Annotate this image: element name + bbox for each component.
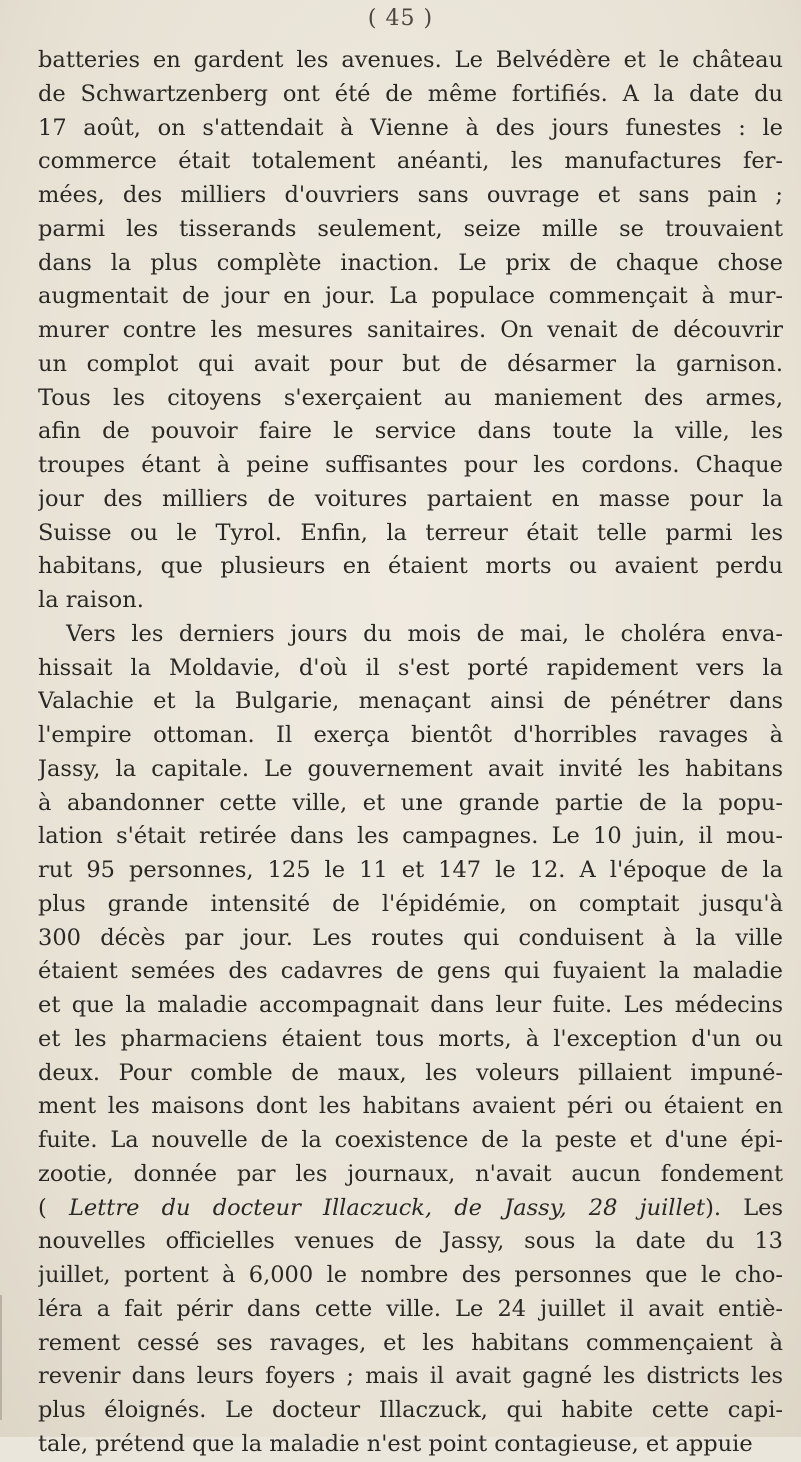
- text-line: Valachie et la Bulgarie, menaçant ainsi de pénétrer dans: [38, 688, 783, 715]
- paragraph-end-line: la raison.: [38, 587, 144, 613]
- text-line: dans la plus complète inaction. Le prix de chaque chose: [38, 249, 783, 276]
- text-line: augmentait de jour en jour. La populace commençait à mur-: [38, 283, 783, 310]
- text-line: commerce était totalement anéanti, les manufactures fer-: [38, 148, 783, 175]
- text-line: juillet, portent à 6,000 le nombre des personnes que le cho-: [38, 1262, 783, 1288]
- text-line: rut 95 personnes, 125 le 11 et 147 le 12. A l'époque de la: [38, 857, 783, 883]
- text-line: fuite. La nouvelle de la coexistence de la peste et d'une épi-: [38, 1127, 783, 1153]
- paragraph-start-line: Vers les derniers jours du mois de mai, le choléra enva-: [66, 620, 783, 647]
- text-line: deux. Pour comble de maux, les voleurs pillaient impuné-: [38, 1059, 783, 1086]
- text-line: tale, prétend que la maladie n'est point contagieuse, et appuie: [38, 1430, 753, 1457]
- page-number: ( 45 ): [367, 6, 434, 31]
- text-line: plus éloignés. Le docteur Illaczuck, qui habite cette capi-: [38, 1397, 783, 1423]
- text-line: ment les maisons dont les habitans avaient péri ou étaient en: [38, 1093, 783, 1120]
- text-line: lation s'était retirée dans les campagnes. Le 10 juin, il mou-: [38, 823, 783, 850]
- text-line: habitans, que plusieurs en étaient morts ou avaient perdu: [38, 553, 783, 580]
- page-edge-shadow: [0, 1295, 2, 1420]
- text-line: parmi les tisserands seulement, seize mille se trouvaient: [38, 215, 783, 242]
- text-line: nouvelles officielles venues de Jassy, sous la date du 13: [38, 1228, 783, 1255]
- text-line: mées, des milliers d'ouvriers sans ouvrage et sans pain ;: [38, 182, 783, 208]
- citation-open-paren: (: [38, 1194, 47, 1221]
- text-line: à abandonner cette ville, et une grande partie de la popu-: [38, 789, 783, 816]
- text-line: revenir dans leurs foyers ; mais il avait gagné les districts les: [38, 1363, 783, 1390]
- citation-title: Lettre du docteur Illaczuck, de Jassy, 28 juillet: [68, 1194, 706, 1221]
- text-line: jour des milliers de voitures partaient en masse pour la: [38, 485, 783, 512]
- body-text: [38, 44, 783, 1462]
- text-line: Suisse ou le Tyrol. Enfin, la terreur était telle parmi les: [38, 519, 783, 546]
- text-line: Jassy, la capitale. Le gouvernement avait invité les habitans: [38, 755, 783, 782]
- text-line: et les pharmaciens étaient tous morts, à l'exception d'un ou: [38, 1025, 783, 1052]
- citation-line: [38, 1192, 783, 1226]
- text-line: zootie, donnée par les journaux, n'avait aucun fondement: [38, 1160, 783, 1187]
- text-line: de Schwartzenberg ont été de même fortifiés. A la date du: [38, 80, 783, 107]
- text-line: l'empire ottoman. Il exerça bientôt d'horribles ravages à: [38, 722, 783, 748]
- text-line: et que la maladie accompagnait dans leur fuite. Les médecins: [38, 992, 783, 1018]
- text-line: rement cessé ses ravages, et les habitans commençaient à: [38, 1329, 783, 1356]
- text-line: hissait la Moldavie, d'où il s'est porté rapidement vers la: [38, 654, 783, 681]
- text-line: 17 août, on s'attendait à Vienne à des jours funestes : le: [38, 114, 783, 141]
- text-line: étaient semées des cadavres de gens qui fuyaient la maladie: [38, 958, 783, 985]
- text-line: batteries en gardent les avenues. Le Belvédère et le château: [38, 47, 783, 73]
- text-line: afin de pouvoir faire le service dans toute la ville, les: [38, 418, 783, 445]
- text-line: 300 décès par jour. Les routes qui conduisent à la ville: [38, 924, 783, 951]
- text-line: Tous les citoyens s'exerçaient au maniement des armes,: [38, 384, 783, 411]
- text-line: plus grande intensité de l'épidémie, on comptait jusqu'à: [38, 890, 783, 917]
- text-line: troupes étant à peine suffisantes pour les cordons. Chaque: [38, 452, 783, 478]
- citation-close: ). Les: [705, 1194, 783, 1221]
- text-line: un complot qui avait pour but de désarmer la garnison.: [38, 350, 783, 377]
- text-line: murer contre les mesures sanitaires. On venait de découvrir: [38, 317, 783, 343]
- text-line: léra a fait périr dans cette ville. Le 24 juillet il avait entiè-: [38, 1295, 783, 1322]
